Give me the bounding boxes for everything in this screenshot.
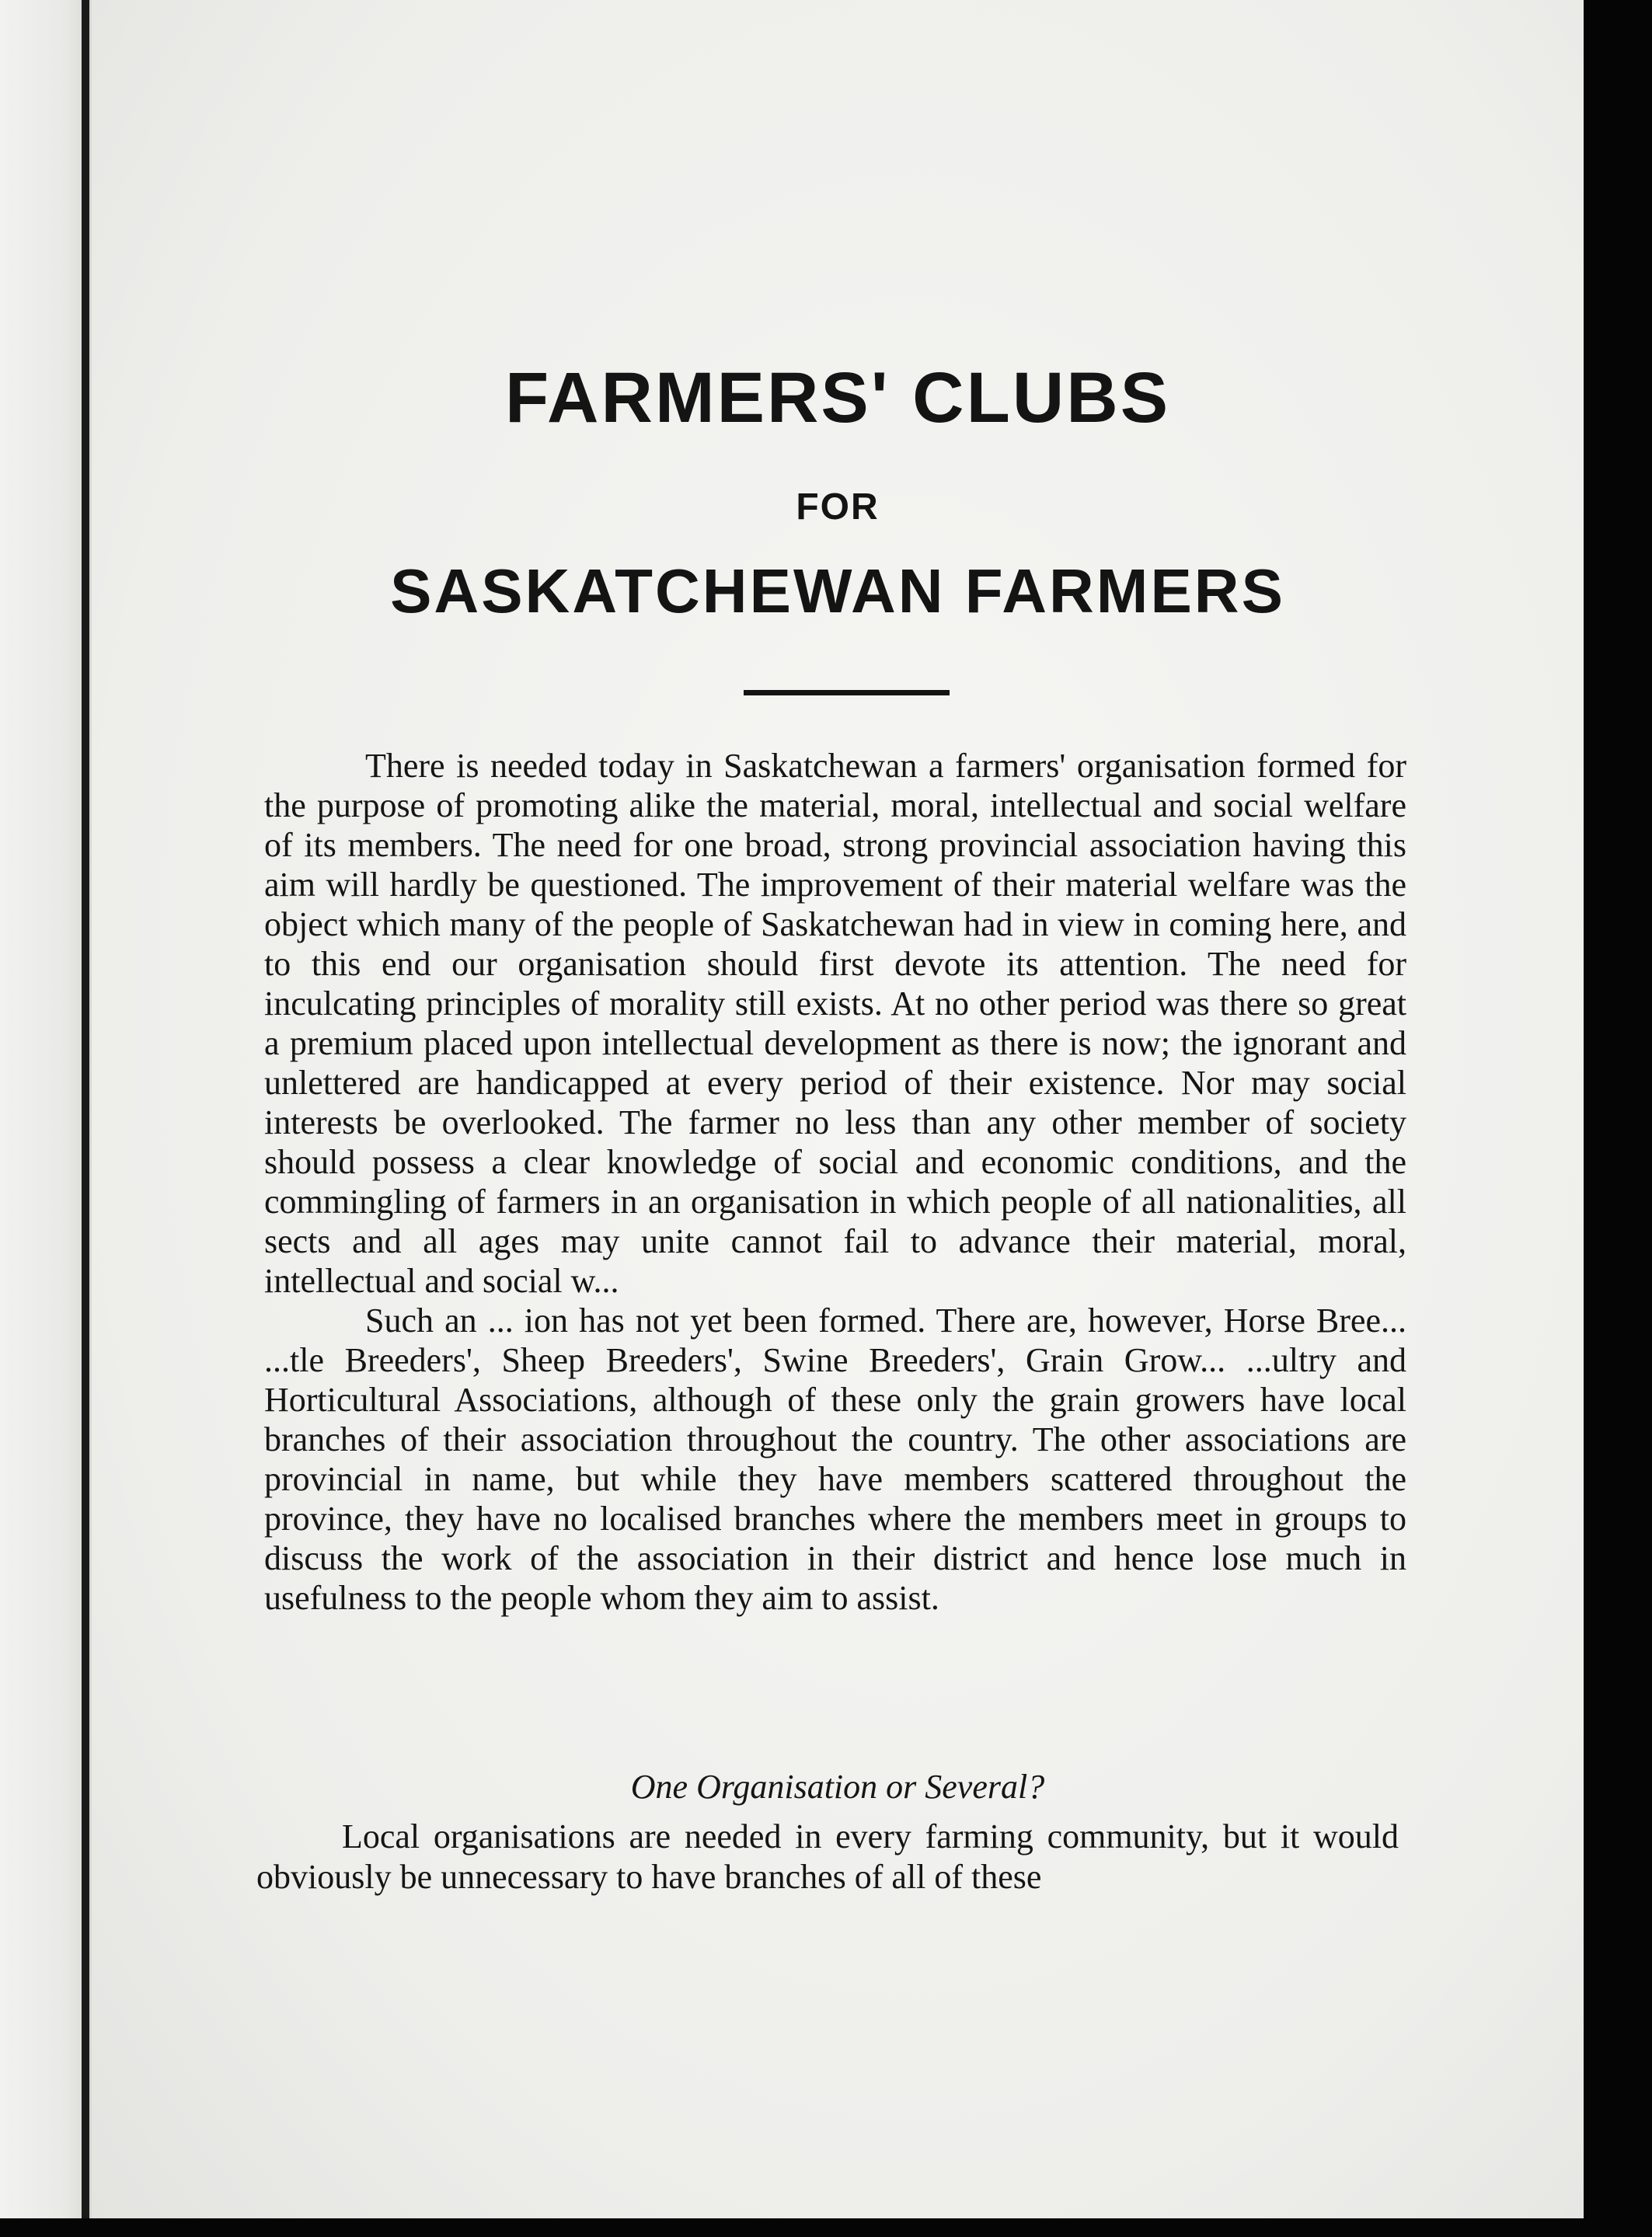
body-text — [264, 746, 1406, 1618]
title-divider — [744, 690, 950, 695]
left-page-margin — [0, 0, 92, 2237]
section-heading: One Organisation or Several? — [630, 1768, 1045, 1806]
title-connector: FOR — [796, 486, 880, 528]
paragraph: Such an ... ion has not yet been formed. There are, however, Horse Bree... ...tle Breeders', Sheep Breeders', Swine Breeders', Grain Grow... ...ultry and Horticultural Associations, although of these only the grain growers have local branches of their association throughout the country. The other associations are provincial in name, but while they have members scattered throughout the province, they have no localised branches where the members meet in groups to discuss the work of the association in their district and hence lose much in usefulness to the people whom they aim to assist. — [264, 1301, 1406, 1617]
paragraph: Local organisations are needed in every farming community, but it would obviously be unnecessary to have branches of all of these — [256, 1817, 1399, 1896]
binding-edge — [82, 0, 89, 2237]
document-title: FARMERS' CLUBS — [504, 358, 1171, 437]
scan-border-bottom — [0, 2218, 1652, 2237]
paragraph: There is needed today in Saskatchewan a farmers' organisation formed for the purpose of promoting alike the material, moral, intellectual and social welfare of its members. The need for one broad, strong provincial association having this aim will hardly be questioned. The improvement of their material welfare was the object which many of the people of Saskatchewan had in view in coming here, and to this end our organisation should first devote its attention. The need for inculcating principles of morality still exists. At no other period was there so great a premium placed upon intellectual development as there is now; the ignorant and unlettered are handicapped at every period of their existence. Nor may social interests be overlooked. The farmer no less than any other member of society should possess a clear knowledge of social and economic conditions, and the commingling of farmers in an organisation in which people of all nationalities, all sects and all ages may unite cannot fail to advance their material, moral, intellectual and social w... — [264, 747, 1406, 1300]
section-body — [256, 1817, 1399, 1897]
document-subtitle: SASKATCHEWAN FARMERS — [390, 556, 1285, 625]
scan-border-right — [1584, 0, 1652, 2237]
